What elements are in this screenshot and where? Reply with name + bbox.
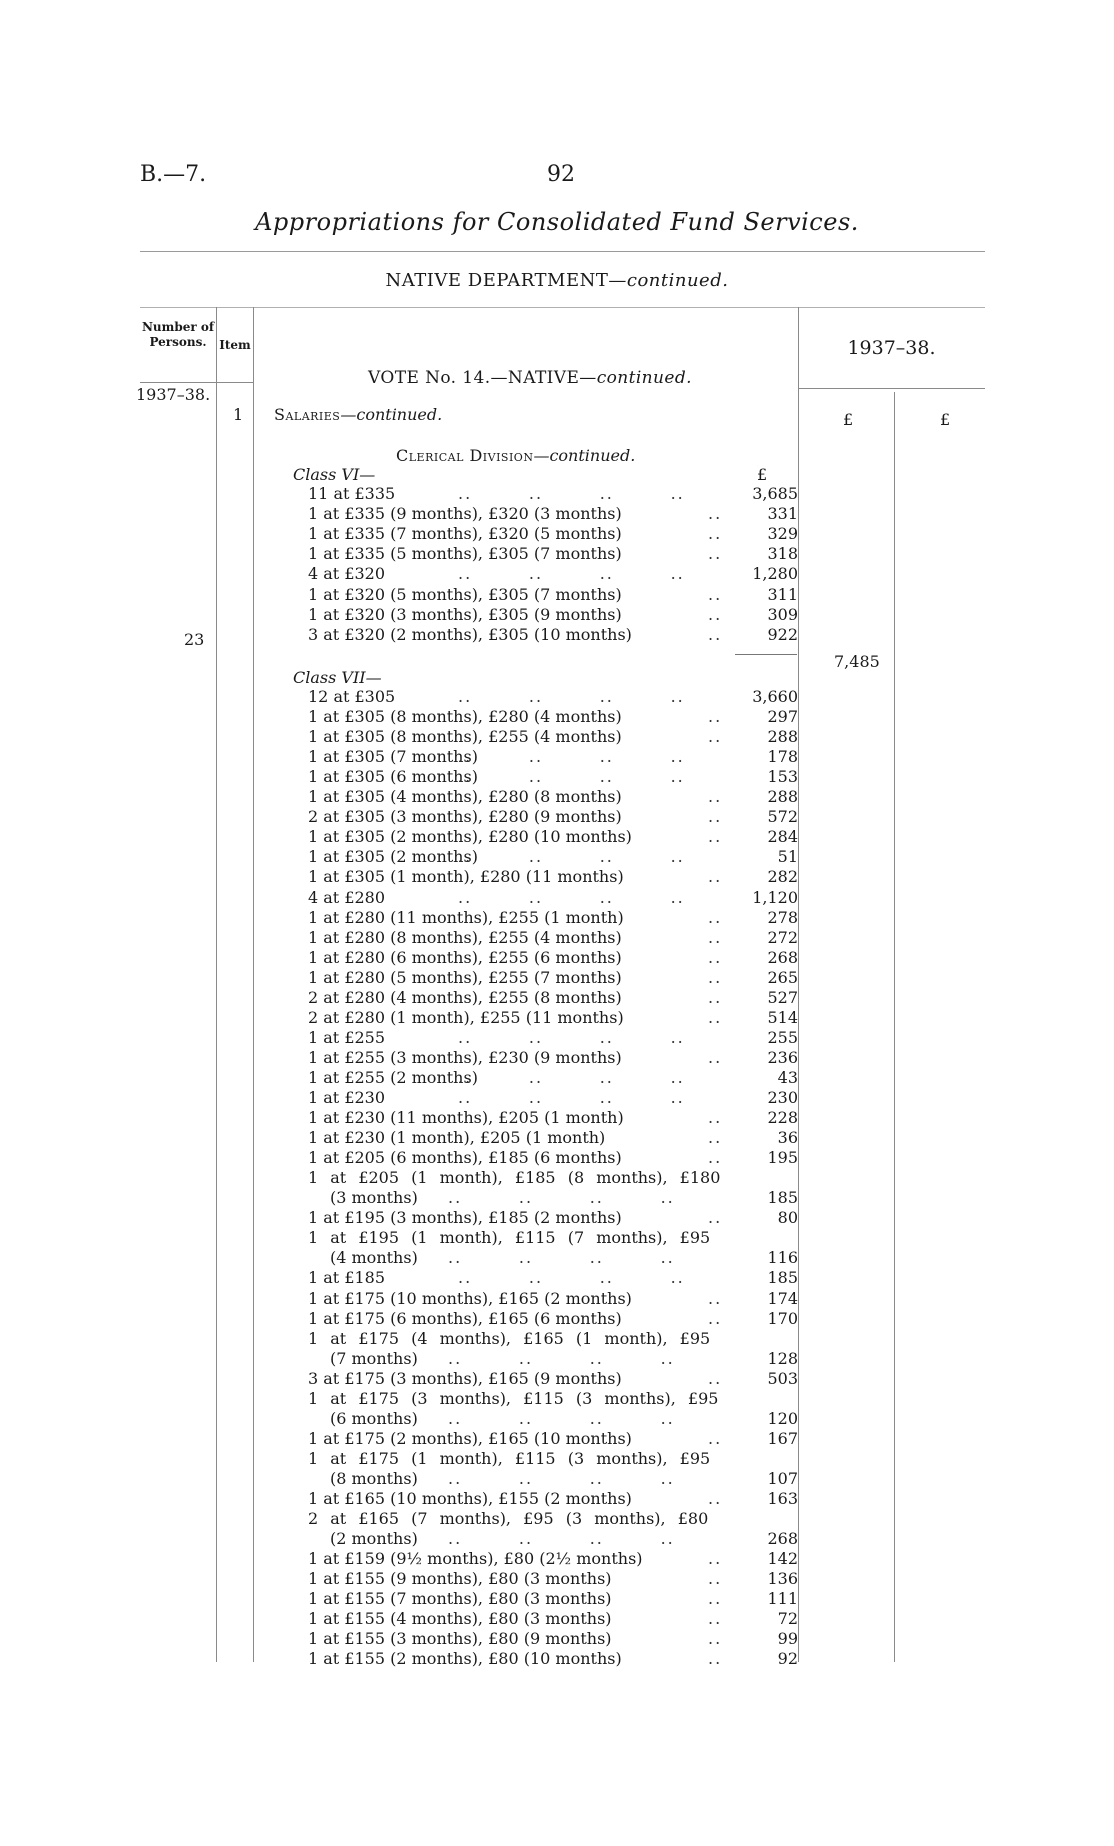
table-row bbox=[308, 504, 798, 524]
row-amount: 43 bbox=[777, 1067, 798, 1087]
row-description: 1 at £230 bbox=[308, 1088, 386, 1107]
row-amount: 142 bbox=[767, 1549, 798, 1569]
row-amount: 178 bbox=[767, 747, 798, 767]
row-description: 1 at £175 (3 months), £115 (3 months), £95 bbox=[308, 1388, 719, 1408]
row-description: 3 at £320 (2 months), £305 (10 months) bbox=[308, 624, 632, 644]
division-heading bbox=[396, 446, 635, 465]
leader-dots: .. bbox=[708, 1007, 723, 1027]
leader-dots: .. bbox=[708, 1649, 723, 1669]
leader-dots: .. .. .. .. bbox=[458, 1268, 685, 1288]
salaries-heading bbox=[274, 405, 442, 424]
table-row bbox=[308, 1008, 798, 1028]
row-description: 1 at £305 (2 months), £280 (10 months) bbox=[308, 827, 632, 847]
table-row bbox=[308, 867, 798, 887]
row-amount: 51 bbox=[777, 847, 798, 867]
class-vii-label: Class VII— bbox=[293, 668, 382, 687]
row-description: 1 at £335 (5 months), £305 (7 months) bbox=[308, 544, 622, 564]
row-amount: 284 bbox=[767, 827, 798, 847]
row-amount: 272 bbox=[767, 927, 798, 947]
table-row bbox=[308, 1529, 798, 1549]
row-amount: 99 bbox=[777, 1629, 798, 1649]
leader-dots: .. bbox=[708, 707, 723, 727]
table-row bbox=[308, 1629, 798, 1649]
table-row bbox=[308, 1389, 798, 1409]
row-description: 1 at £305 (2 months) bbox=[308, 847, 478, 867]
leader-dots: .. .. .. .. bbox=[448, 1468, 675, 1488]
row-amount: 311 bbox=[767, 584, 798, 604]
class-vi-subtotal-rule bbox=[735, 654, 797, 655]
row-description: (6 months) bbox=[330, 1408, 418, 1428]
leader-dots: .. .. .. .. bbox=[448, 1188, 675, 1208]
leader-dots: .. .. .. .. bbox=[458, 1088, 685, 1107]
row-amount: 265 bbox=[767, 967, 798, 987]
row-description: (8 months) bbox=[330, 1468, 418, 1488]
row-description: 2 at £280 (4 months), £255 (8 months) bbox=[308, 987, 622, 1007]
table-row bbox=[308, 888, 798, 908]
row-description: 1 at £175 (2 months), £165 (10 months) bbox=[308, 1428, 632, 1448]
persons-column-header: Number of Persons. bbox=[141, 320, 215, 349]
row-amount: 268 bbox=[767, 947, 798, 967]
row-description: 12 at £305 bbox=[308, 687, 396, 706]
table-row bbox=[308, 1429, 798, 1449]
table-row bbox=[308, 1549, 798, 1569]
leader-dots: .. bbox=[708, 867, 723, 887]
table-row bbox=[308, 1649, 798, 1669]
row-description: 1 at £305 (6 months) bbox=[308, 767, 478, 787]
row-description: 3 at £175 (3 months), £165 (9 months) bbox=[308, 1368, 622, 1388]
row-amount: 318 bbox=[767, 544, 798, 564]
item-column-header: Item bbox=[219, 338, 251, 352]
leader-dots: .. bbox=[708, 1368, 723, 1388]
leader-dots: .. bbox=[708, 787, 723, 807]
leader-dots: .. bbox=[708, 1549, 723, 1569]
row-amount: 282 bbox=[767, 867, 798, 887]
row-amount: 329 bbox=[767, 524, 798, 544]
leader-dots: .. bbox=[708, 727, 723, 747]
vote-title-suffix: —continued. bbox=[579, 368, 692, 388]
page-number: 92 bbox=[547, 162, 575, 187]
department-heading bbox=[0, 270, 1114, 291]
department-suffix: —continued. bbox=[608, 270, 729, 291]
row-amount: 268 bbox=[767, 1529, 798, 1549]
table-row bbox=[308, 524, 798, 544]
table-row bbox=[308, 1569, 798, 1589]
row-description: 1 at £280 (6 months), £255 (6 months) bbox=[308, 947, 622, 967]
row-description: 11 at £335 bbox=[308, 484, 396, 503]
row-amount: 107 bbox=[767, 1468, 798, 1488]
table-row bbox=[308, 687, 798, 707]
vote-title-text: VOTE No. 14.—NATIVE bbox=[368, 368, 580, 388]
row-amount: 236 bbox=[767, 1047, 798, 1067]
leader-dots: .. bbox=[708, 1609, 723, 1629]
persons-header-rule bbox=[140, 382, 253, 383]
department-name: NATIVE DEPARTMENT bbox=[385, 270, 609, 291]
leader-dots: .. bbox=[708, 1148, 723, 1168]
vote-title bbox=[368, 368, 692, 388]
row-description: (3 months) bbox=[330, 1188, 418, 1208]
table-row bbox=[308, 1469, 798, 1489]
row-amount: 136 bbox=[767, 1569, 798, 1589]
row-description: 1 at £305 (7 months) bbox=[308, 747, 478, 767]
leader-dots: .. bbox=[708, 624, 723, 644]
row-amount: 3,660 bbox=[752, 687, 798, 706]
row-amount: 195 bbox=[767, 1148, 798, 1168]
row-description: 1 at £320 (5 months), £305 (7 months) bbox=[308, 584, 622, 604]
row-amount: 153 bbox=[767, 767, 798, 787]
leader-dots: .. .. .. .. bbox=[458, 887, 685, 907]
leader-dots: .. bbox=[708, 504, 723, 524]
row-description: 1 at £305 (4 months), £280 (8 months) bbox=[308, 787, 622, 807]
table-row bbox=[308, 747, 798, 767]
table-row bbox=[308, 1489, 798, 1509]
table-row bbox=[308, 1349, 798, 1369]
table-row bbox=[308, 827, 798, 847]
table-row bbox=[308, 948, 798, 968]
leader-dots: .. bbox=[708, 967, 723, 987]
row-description: 1 at £255 (2 months) bbox=[308, 1067, 478, 1087]
row-amount: 331 bbox=[767, 504, 798, 524]
table-row bbox=[308, 1048, 798, 1068]
column-divider-item bbox=[253, 307, 254, 1662]
row-description: 1 at £195 (3 months), £185 (2 months) bbox=[308, 1208, 622, 1228]
row-description: 1 at £335 (9 months), £320 (3 months) bbox=[308, 504, 622, 524]
table-row bbox=[308, 1409, 798, 1429]
table-row bbox=[308, 1329, 798, 1349]
table-row bbox=[308, 1188, 798, 1208]
table-row bbox=[308, 727, 798, 747]
column-divider-persons bbox=[216, 307, 217, 1662]
table-row bbox=[308, 1168, 798, 1188]
table-row bbox=[308, 968, 798, 988]
row-description: (2 months) bbox=[330, 1529, 418, 1549]
row-description: 2 at £280 (1 month), £255 (11 months) bbox=[308, 1007, 624, 1027]
leader-dots: .. bbox=[708, 1428, 723, 1448]
table-top-rule bbox=[140, 307, 985, 308]
row-description: 1 at £305 (1 month), £280 (11 months) bbox=[308, 867, 624, 887]
class-vi-persons-count: 23 bbox=[184, 630, 205, 649]
class-vi-total: 7,485 bbox=[834, 652, 880, 671]
table-row bbox=[308, 585, 798, 605]
year-column-header: 1937–38. bbox=[847, 337, 936, 359]
leader-dots: .. bbox=[708, 1047, 723, 1067]
table-row bbox=[308, 1228, 798, 1248]
row-description: 1 at £155 (2 months), £80 (10 months) bbox=[308, 1649, 622, 1669]
row-amount: 170 bbox=[767, 1308, 798, 1328]
table-row bbox=[308, 1128, 798, 1148]
header-rule bbox=[140, 251, 985, 252]
table-row bbox=[308, 1068, 798, 1088]
table-row bbox=[308, 1449, 798, 1469]
row-description: 1 at £165 (10 months), £155 (2 months) bbox=[308, 1489, 632, 1508]
year-header-rule bbox=[798, 388, 985, 389]
row-amount: 309 bbox=[767, 604, 798, 624]
item-number: 1 bbox=[233, 405, 244, 424]
row-description: 1 at £155 (3 months), £80 (9 months) bbox=[308, 1629, 612, 1649]
table-row bbox=[308, 1088, 798, 1108]
table-row bbox=[308, 484, 798, 504]
leader-dots: .. bbox=[708, 544, 723, 564]
leader-dots: .. .. .. .. bbox=[458, 564, 685, 584]
row-amount: 120 bbox=[767, 1408, 798, 1428]
row-description: 1 at £280 (11 months), £255 (1 month) bbox=[308, 907, 624, 927]
table-row bbox=[308, 1148, 798, 1168]
row-description: 1 at £205 (1 month), £185 (8 months), £180 bbox=[308, 1168, 721, 1188]
row-description: 1 at £255 bbox=[308, 1027, 386, 1047]
table-row bbox=[308, 564, 798, 584]
row-description: 1 at £155 (4 months), £80 (3 months) bbox=[308, 1609, 612, 1629]
leader-dots: .. .. .. .. bbox=[458, 1067, 685, 1087]
row-description: 1 at £205 (6 months), £185 (6 months) bbox=[308, 1148, 622, 1168]
leader-dots: .. .. .. .. bbox=[458, 847, 685, 867]
table-row bbox=[308, 787, 798, 807]
pound-sign-subtotal-column: £ bbox=[843, 410, 854, 429]
row-amount: 72 bbox=[777, 1609, 798, 1629]
row-amount: 255 bbox=[767, 1027, 798, 1047]
pound-sign-total-column: £ bbox=[940, 410, 951, 429]
row-description: 4 at £280 bbox=[308, 887, 386, 907]
row-description: 1 at £155 (9 months), £80 (3 months) bbox=[308, 1569, 612, 1589]
table-row bbox=[308, 1309, 798, 1329]
table-row bbox=[308, 544, 798, 564]
leader-dots: .. .. .. .. bbox=[458, 767, 685, 787]
table-row bbox=[308, 1609, 798, 1629]
page-title: Appropriations for Consolidated Fund Services. bbox=[255, 208, 859, 236]
table-row bbox=[308, 1208, 798, 1228]
table-row bbox=[308, 1289, 798, 1309]
table-row bbox=[308, 908, 798, 928]
leader-dots: .. .. .. .. bbox=[448, 1348, 675, 1368]
division-label: Clerical Division bbox=[396, 446, 534, 465]
document-reference: B.—7. bbox=[140, 162, 207, 187]
table-row bbox=[308, 1589, 798, 1609]
row-description: (4 months) bbox=[330, 1248, 418, 1268]
leader-dots: .. .. .. .. bbox=[448, 1529, 675, 1549]
row-description: 1 at £335 (7 months), £320 (5 months) bbox=[308, 524, 622, 544]
leader-dots: .. .. .. .. bbox=[458, 687, 685, 706]
table-row bbox=[308, 847, 798, 867]
leader-dots: .. bbox=[708, 947, 723, 967]
row-amount: 922 bbox=[767, 624, 798, 644]
row-amount: 228 bbox=[767, 1108, 798, 1128]
leader-dots: .. .. .. .. bbox=[448, 1408, 675, 1428]
table-row bbox=[308, 605, 798, 625]
leader-dots: .. bbox=[708, 1629, 723, 1649]
column-divider-amount bbox=[894, 392, 895, 1662]
row-amount: 514 bbox=[767, 1007, 798, 1027]
row-amount: 278 bbox=[767, 907, 798, 927]
row-amount: 116 bbox=[767, 1248, 798, 1268]
table-row bbox=[308, 928, 798, 948]
table-row bbox=[308, 625, 798, 645]
leader-dots: .. bbox=[708, 1569, 723, 1589]
leader-dots: .. bbox=[708, 1308, 723, 1328]
row-amount: 230 bbox=[767, 1088, 798, 1107]
row-description: 1 at £280 (5 months), £255 (7 months) bbox=[308, 967, 622, 987]
salaries-suffix: —continued. bbox=[340, 405, 443, 424]
row-amount: 1,280 bbox=[752, 564, 798, 584]
persons-year-label: 1937–38. bbox=[136, 385, 211, 404]
leader-dots: .. bbox=[708, 987, 723, 1007]
row-description: 1 at £155 (7 months), £80 (3 months) bbox=[308, 1589, 612, 1609]
leader-dots: .. .. .. .. bbox=[448, 1248, 675, 1268]
table-row bbox=[308, 767, 798, 787]
row-description: 1 at £175 (1 month), £115 (3 months), £95 bbox=[308, 1448, 711, 1468]
table-row bbox=[308, 707, 798, 727]
leader-dots: .. bbox=[708, 1108, 723, 1128]
row-description: 2 at £165 (7 months), £95 (3 months), £80 bbox=[308, 1509, 709, 1529]
class-vi-label: Class VI— bbox=[293, 465, 376, 484]
row-amount: 185 bbox=[767, 1188, 798, 1208]
leader-dots: .. bbox=[708, 827, 723, 847]
row-description: 1 at £320 (3 months), £305 (9 months) bbox=[308, 604, 622, 624]
row-amount: 1,120 bbox=[752, 887, 798, 907]
row-description: 1 at £175 (4 months), £165 (1 month), £95 bbox=[308, 1328, 711, 1348]
row-description: 2 at £305 (3 months), £280 (9 months) bbox=[308, 807, 622, 827]
row-amount: 174 bbox=[767, 1288, 798, 1308]
table-row bbox=[308, 1108, 798, 1128]
leader-dots: .. .. .. .. bbox=[458, 484, 685, 503]
row-amount: 503 bbox=[767, 1368, 798, 1388]
row-description: 1 at £195 (1 month), £115 (7 months), £95 bbox=[308, 1228, 711, 1248]
table-row bbox=[308, 1028, 798, 1048]
row-amount: 572 bbox=[767, 807, 798, 827]
row-description: 1 at £175 (6 months), £165 (6 months) bbox=[308, 1308, 622, 1328]
row-description: 1 at £185 bbox=[308, 1268, 386, 1288]
leader-dots: .. .. .. .. bbox=[458, 1027, 685, 1047]
row-amount: 527 bbox=[767, 987, 798, 1007]
row-description: 1 at £159 (9½ months), £80 (2½ months) bbox=[308, 1549, 643, 1569]
row-description: 1 at £230 (11 months), £205 (1 month) bbox=[308, 1108, 624, 1128]
leader-dots: .. bbox=[708, 1288, 723, 1308]
table-row bbox=[308, 988, 798, 1008]
leader-dots: .. bbox=[708, 1589, 723, 1609]
salaries-label: Salaries bbox=[274, 405, 341, 424]
leader-dots: .. bbox=[708, 907, 723, 927]
leader-dots: .. bbox=[708, 1489, 723, 1508]
row-amount: 288 bbox=[767, 787, 798, 807]
row-amount: 185 bbox=[767, 1268, 798, 1288]
leader-dots: .. bbox=[708, 1128, 723, 1148]
row-amount: 92 bbox=[777, 1649, 798, 1669]
leader-dots: .. bbox=[708, 584, 723, 604]
row-description: 1 at £305 (8 months), £280 (4 months) bbox=[308, 707, 622, 727]
row-amount: 111 bbox=[767, 1589, 798, 1609]
row-description: 1 at £230 (1 month), £205 (1 month) bbox=[308, 1128, 606, 1148]
table-row bbox=[308, 1268, 798, 1288]
division-suffix: —continued. bbox=[533, 446, 636, 465]
leader-dots: .. bbox=[708, 604, 723, 624]
row-description: 1 at £175 (10 months), £165 (2 months) bbox=[308, 1288, 632, 1308]
leader-dots: .. bbox=[708, 524, 723, 544]
row-amount: 80 bbox=[777, 1208, 798, 1228]
row-amount: 3,685 bbox=[752, 484, 798, 503]
row-description: 4 at £320 bbox=[308, 564, 386, 584]
leader-dots: .. bbox=[708, 807, 723, 827]
leader-dots: .. bbox=[708, 1208, 723, 1228]
row-description: 1 at £280 (8 months), £255 (4 months) bbox=[308, 927, 622, 947]
pound-sign-detail-column: £ bbox=[757, 465, 768, 484]
row-amount: 128 bbox=[767, 1348, 798, 1368]
row-amount: 167 bbox=[767, 1428, 798, 1448]
table-row bbox=[308, 1369, 798, 1389]
row-amount: 288 bbox=[767, 727, 798, 747]
row-amount: 36 bbox=[777, 1128, 798, 1148]
table-row bbox=[308, 1509, 798, 1529]
column-divider-detail bbox=[798, 307, 799, 1662]
leader-dots: .. bbox=[708, 927, 723, 947]
row-description: 1 at £305 (8 months), £255 (4 months) bbox=[308, 727, 622, 747]
table-row bbox=[308, 1248, 798, 1268]
row-amount: 163 bbox=[767, 1489, 798, 1508]
row-amount: 297 bbox=[767, 707, 798, 727]
table-row bbox=[308, 807, 798, 827]
row-description: 1 at £255 (3 months), £230 (9 months) bbox=[308, 1047, 622, 1067]
leader-dots: .. .. .. .. bbox=[458, 747, 685, 767]
row-description: (7 months) bbox=[330, 1348, 418, 1368]
